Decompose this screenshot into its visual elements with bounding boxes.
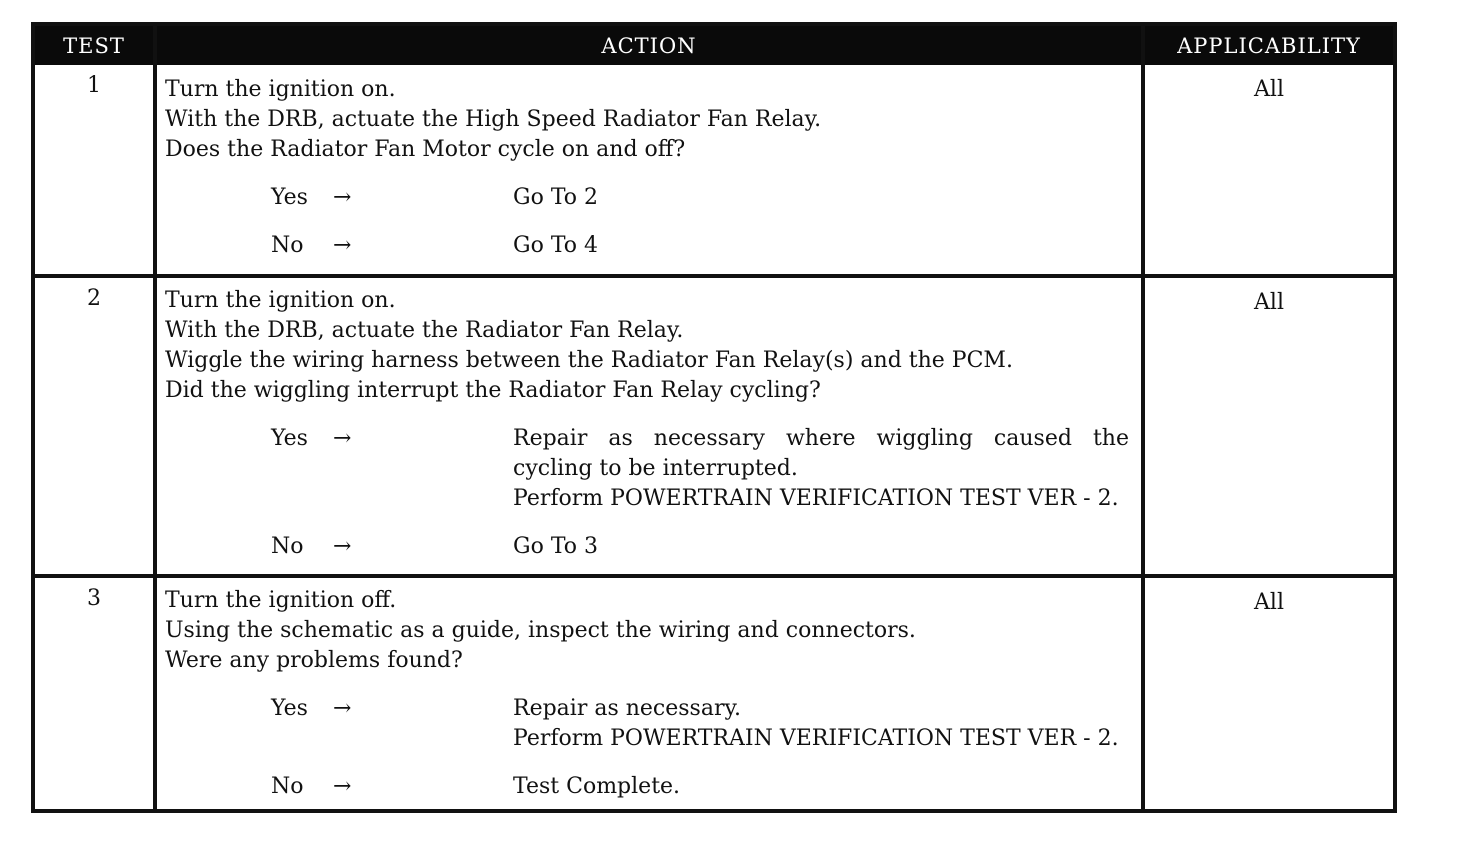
action-statement: Using the schematic as a guide, inspect the wiring and connectors. [165,618,916,643]
table-row [35,65,1393,274]
no-label: No [271,774,304,799]
response-text: Go To 2 [513,185,599,210]
action-statement: Does the Radiator Fan Motor cycle on and off? [165,137,686,162]
table-row [35,278,1393,574]
action-statement: Were any problems found? [165,648,463,673]
arrow-icon: → [333,426,352,451]
action-statement: Turn the ignition off. [165,588,397,613]
arrow-icon: → [333,774,352,799]
response-text: Repair as necessary. [513,696,741,721]
action-cell [165,586,1137,802]
arrow-icon: → [333,185,352,210]
arrow-icon: → [333,696,352,721]
applicability-value: All [1254,77,1284,102]
response-text: Perform POWERTRAIN VERIFICATION TEST VER - 2. [513,726,1119,751]
test-number: 2 [87,286,101,311]
action-cell [165,75,1137,261]
yes-label: Yes [271,185,308,210]
test-number: 3 [87,586,101,611]
response-text: Test Complete. [513,774,681,799]
action-statement: Wiggle the wiring harness between the Radiator Fan Relay(s) and the PCM. [165,348,1013,373]
response-text: Go To 4 [513,233,599,258]
no-label: No [271,534,304,559]
action-statement: With the DRB, actuate the High Speed Radiator Fan Relay. [165,107,822,132]
arrow-icon: → [333,534,352,559]
action-statement: With the DRB, actuate the Radiator Fan Relay. [165,318,684,343]
action-statement: Turn the ignition on. [165,77,396,102]
response-text: Go To 3 [513,534,599,559]
test-number: 1 [87,73,101,98]
yes-response [165,424,1137,514]
header-action: ACTION [157,26,1141,65]
header-applicability: APPLICABILITY [1145,26,1393,65]
table-row [35,578,1393,809]
no-label: No [271,233,304,258]
applicability-value: All [1254,590,1284,615]
header-test: TEST [35,26,153,65]
no-response [165,772,1137,802]
yes-response [165,694,1137,754]
diagnostic-table [31,22,1397,813]
action-statement: Turn the ignition on. [165,288,396,313]
yes-label: Yes [271,696,308,721]
response-text: Perform POWERTRAIN VERIFICATION TEST VER - 2. [513,486,1119,511]
action-cell [165,286,1137,562]
arrow-icon: → [333,233,352,258]
response-text: Repair as necessary where wiggling caused the cycling to be interrupted. [513,426,1129,481]
yes-label: Yes [271,426,308,451]
no-response [165,231,1137,261]
applicability-value: All [1254,290,1284,315]
no-response [165,532,1137,562]
yes-response [165,183,1137,213]
action-statement: Did the wiggling interrupt the Radiator Fan Relay cycling? [165,378,821,403]
